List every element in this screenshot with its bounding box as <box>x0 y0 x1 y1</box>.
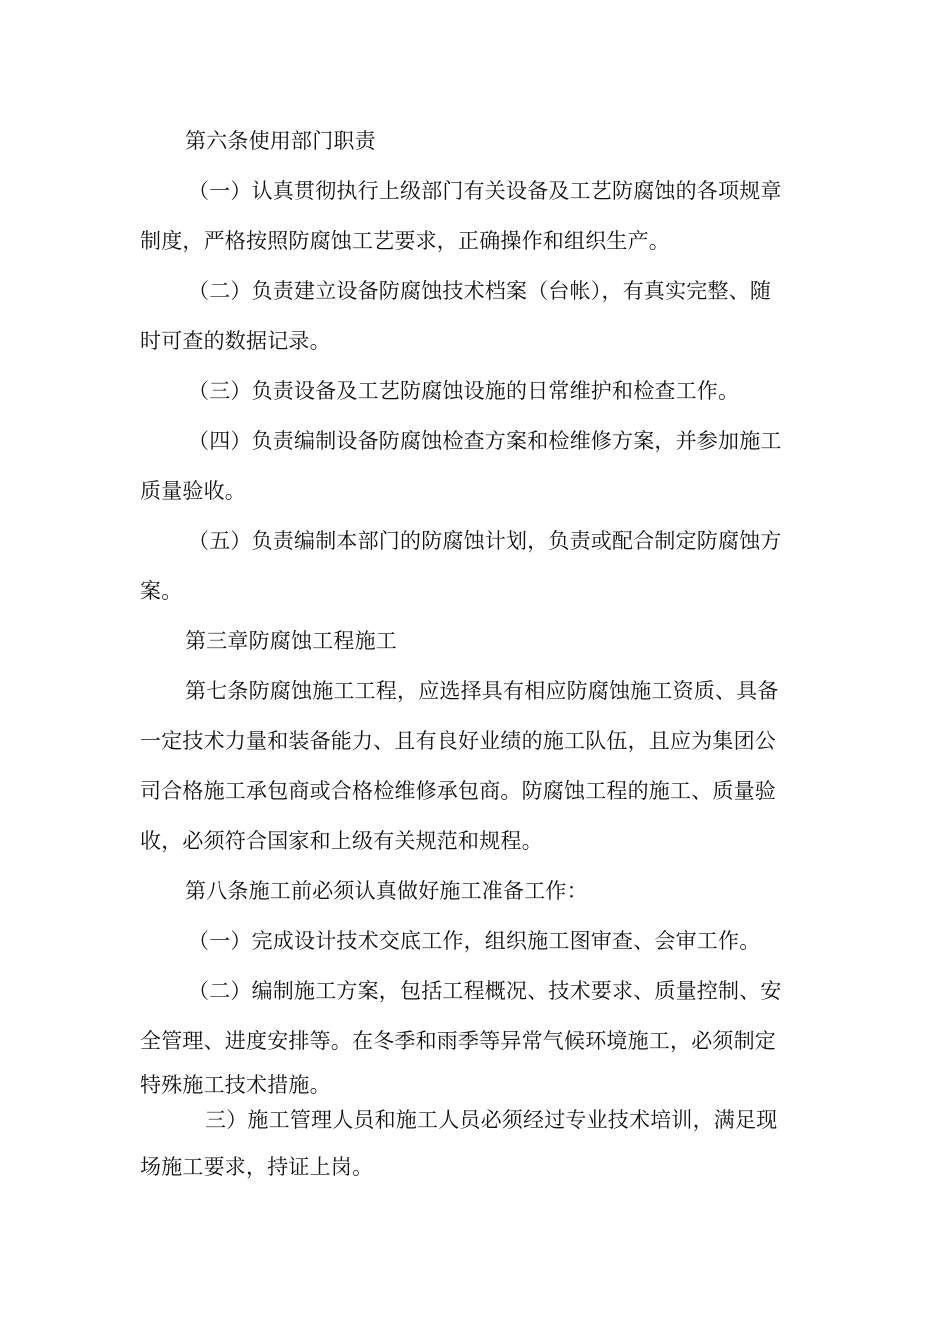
paragraph-line: 特殊施工技术措施。 <box>140 1073 331 1097</box>
paragraph-line: （一）认真贯彻执行上级部门有关设备及工艺防腐蚀的各项规章 <box>188 179 782 203</box>
paragraph-line: （三）负责设备及工艺防腐蚀设施的日常维护和检查工作。 <box>188 379 740 403</box>
article-heading: 第八条施工前必须认真做好施工准备工作： <box>185 879 588 903</box>
paragraph-line: 制度，严格按照防腐蚀工艺要求，正确操作和组织生产。 <box>140 229 670 253</box>
chapter-heading: 第三章防腐蚀工程施工 <box>185 629 397 653</box>
article-heading: 第七条防腐蚀施工工程，应选择具有相应防腐蚀施工资质、具备 <box>185 679 779 703</box>
paragraph-line: （五）负责编制本部门的防腐蚀计划，负责或配合制定防腐蚀方 <box>188 529 782 553</box>
paragraph-line: 时可查的数据记录。 <box>140 329 331 353</box>
paragraph-line: （二）编制施工方案，包括工程概况、技术要求、质量控制、安 <box>188 979 782 1003</box>
paragraph-line: 司合格施工承包商或合格检维修承包商。防腐蚀工程的施工、质量验 <box>140 779 776 803</box>
paragraph-line: 全管理、进度安排等。在冬季和雨季等异常气候环境施工，必须制定 <box>140 1029 776 1053</box>
paragraph-line: （四）负责编制设备防腐蚀检查方案和检维修方案，并参加施工 <box>188 429 782 453</box>
paragraph-line: 场施工要求，持证上岗。 <box>140 1155 374 1179</box>
article-heading: 第六条使用部门职责 <box>185 129 376 153</box>
paragraph-line: （一）完成设计技术交底工作，组织施工图审查、会审工作。 <box>188 929 761 953</box>
paragraph-line: 案。 <box>140 579 183 603</box>
paragraph-line: 质量验收。 <box>140 479 246 503</box>
paragraph-line: 一定技术力量和装备能力、且有良好业绩的施工队伍，且应为集团公 <box>140 729 776 753</box>
paragraph-line: 收，必须符合国家和上级有关规范和规程。 <box>140 829 543 853</box>
paragraph-line: （二）负责建立设备防腐蚀技术档案（台帐），有真实完整、随 <box>188 279 772 303</box>
paragraph-line: 三）施工管理人员和施工人员必须经过专业技术培训，满足现 <box>205 1108 778 1132</box>
